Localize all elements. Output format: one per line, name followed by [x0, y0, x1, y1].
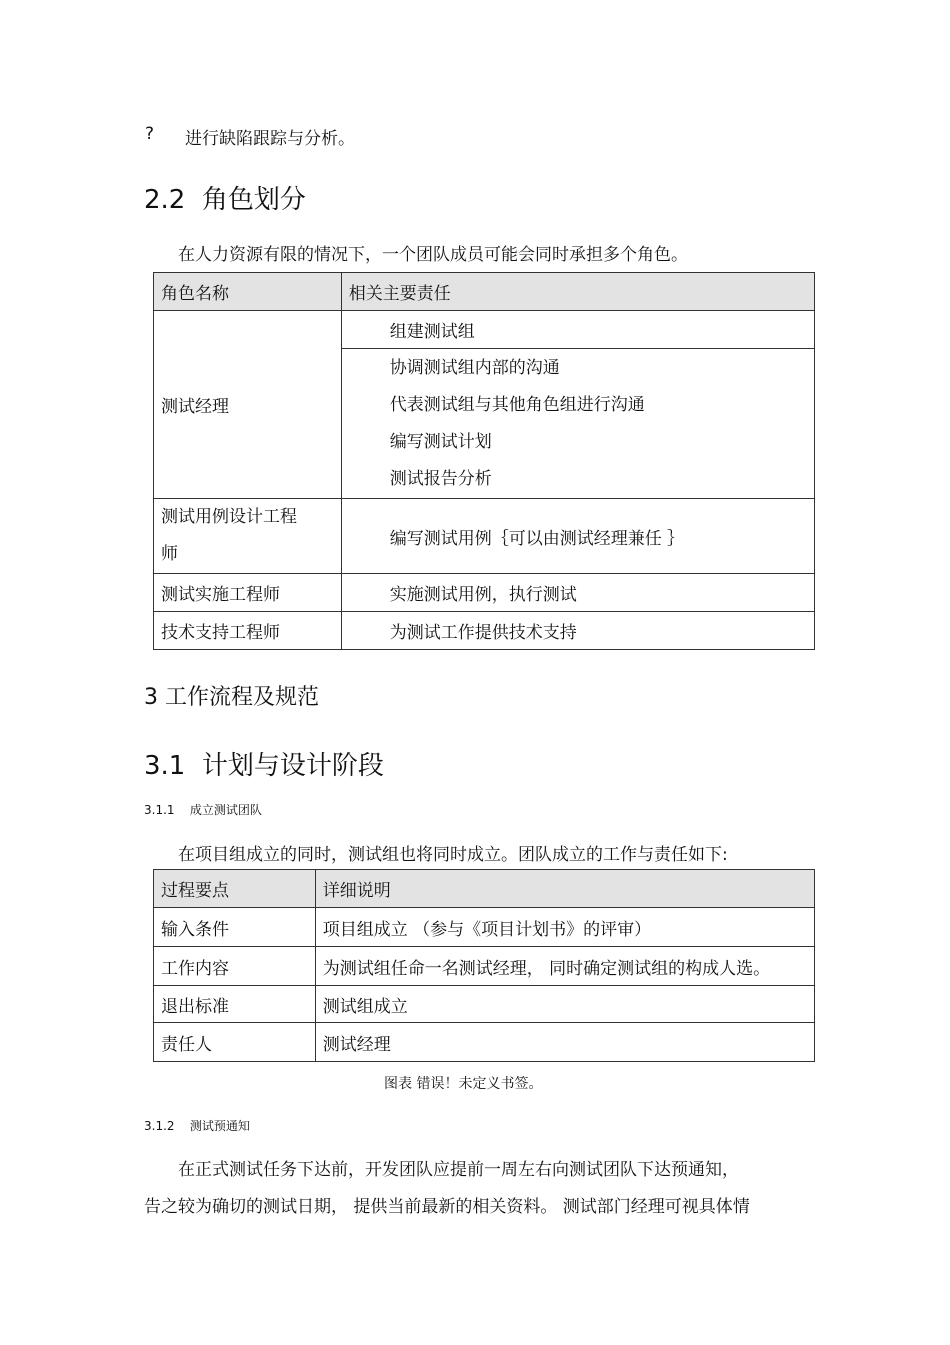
section-number: 3.1.2 [144, 1119, 175, 1133]
figure-caption: 图表 错误！未定义书签。 [384, 1076, 543, 1092]
duty-item: 代表测试组与其他角色组进行沟通 [389, 394, 645, 415]
duty-item: 编写测试计划 [389, 431, 492, 452]
key-cell: 退出标准 [154, 986, 316, 1023]
value-cell: 测试组成立 [315, 986, 814, 1023]
table-row [154, 1023, 815, 1062]
table-row [154, 986, 815, 1023]
duty-cell: 实施测试用例，执行测试 [341, 574, 814, 612]
roles-table [153, 272, 815, 650]
section-number: 3.1 [144, 751, 186, 781]
paragraph-line: 在正式测试任务下达前，开发团队应提前一周左右向测试团队下达预通知， [178, 1160, 739, 1180]
value-cell: 为测试组任命一名测试经理， 同时确定测试组的构成人选。 [315, 947, 814, 986]
bullet-mark: ? [145, 124, 155, 144]
header-cell: 过程要点 [154, 870, 316, 908]
section-title: 成立测试团队 [189, 803, 262, 817]
role-line: 师 [161, 544, 178, 564]
header-cell: 相关主要责任 [341, 273, 814, 311]
table-row [154, 499, 815, 574]
value-cell: 测试经理 [315, 1023, 814, 1062]
duty-item: 测试报告分析 [389, 468, 492, 489]
section-heading-3-1 [144, 745, 384, 782]
roles-intro: 在人力资源有限的情况下，一个团队成员可能会同时承担多个角色。 [178, 245, 688, 265]
duty-cell: 组建测试组 [341, 311, 814, 349]
header-cell: 角色名称 [154, 273, 342, 311]
key-cell: 工作内容 [154, 947, 316, 986]
team-table [153, 869, 815, 1062]
section-number: 2.2 [144, 185, 186, 215]
key-cell: 责任人 [154, 1023, 316, 1062]
section-heading-2-2 [144, 179, 306, 216]
paragraph-line: 告之较为确切的测试日期， 提供当前最新的相关资料。 测试部门经理可视具体情 [144, 1197, 750, 1217]
duty-item: 协调测试组内部的沟通 [389, 357, 560, 378]
section-title: 计划与设计阶段 [201, 751, 384, 781]
table-row [154, 612, 815, 650]
section-heading-3-1-2 [144, 1117, 250, 1134]
section-title: 角色划分 [201, 185, 306, 215]
team-intro: 在项目组成立的同时，测试组也将同时成立。团队成立的工作与责任如下: [178, 845, 728, 865]
section-heading-3-1-1 [144, 801, 262, 818]
role-cell: 测试实施工程师 [154, 574, 342, 612]
value-cell: 项目组成立 （参与《项目计划书》的评审） [315, 908, 814, 947]
table-header-row [154, 273, 815, 311]
table-row [154, 908, 815, 947]
role-cell: 测试经理 [154, 311, 342, 499]
key-cell: 输入条件 [154, 908, 316, 947]
table-header-row [154, 870, 815, 908]
section-heading-3: 3 工作流程及规范 [144, 685, 319, 710]
role-line: 测试用例设计工程 [161, 507, 297, 527]
role-cell [154, 499, 342, 574]
duty-cell: 编写测试用例｛可以由测试经理兼任 ｝ [341, 499, 814, 574]
table-row [154, 311, 815, 349]
section-title: 测试预通知 [189, 1119, 250, 1133]
role-cell: 技术支持工程师 [154, 612, 342, 650]
duty-cell [341, 349, 814, 499]
table-row [154, 574, 815, 612]
section-number: 3.1.1 [144, 803, 175, 817]
duty-cell: 为测试工作提供技术支持 [341, 612, 814, 650]
header-cell: 详细说明 [315, 870, 814, 908]
bullet-text: 进行缺陷跟踪与分析。 [185, 129, 355, 149]
table-row [154, 947, 815, 986]
